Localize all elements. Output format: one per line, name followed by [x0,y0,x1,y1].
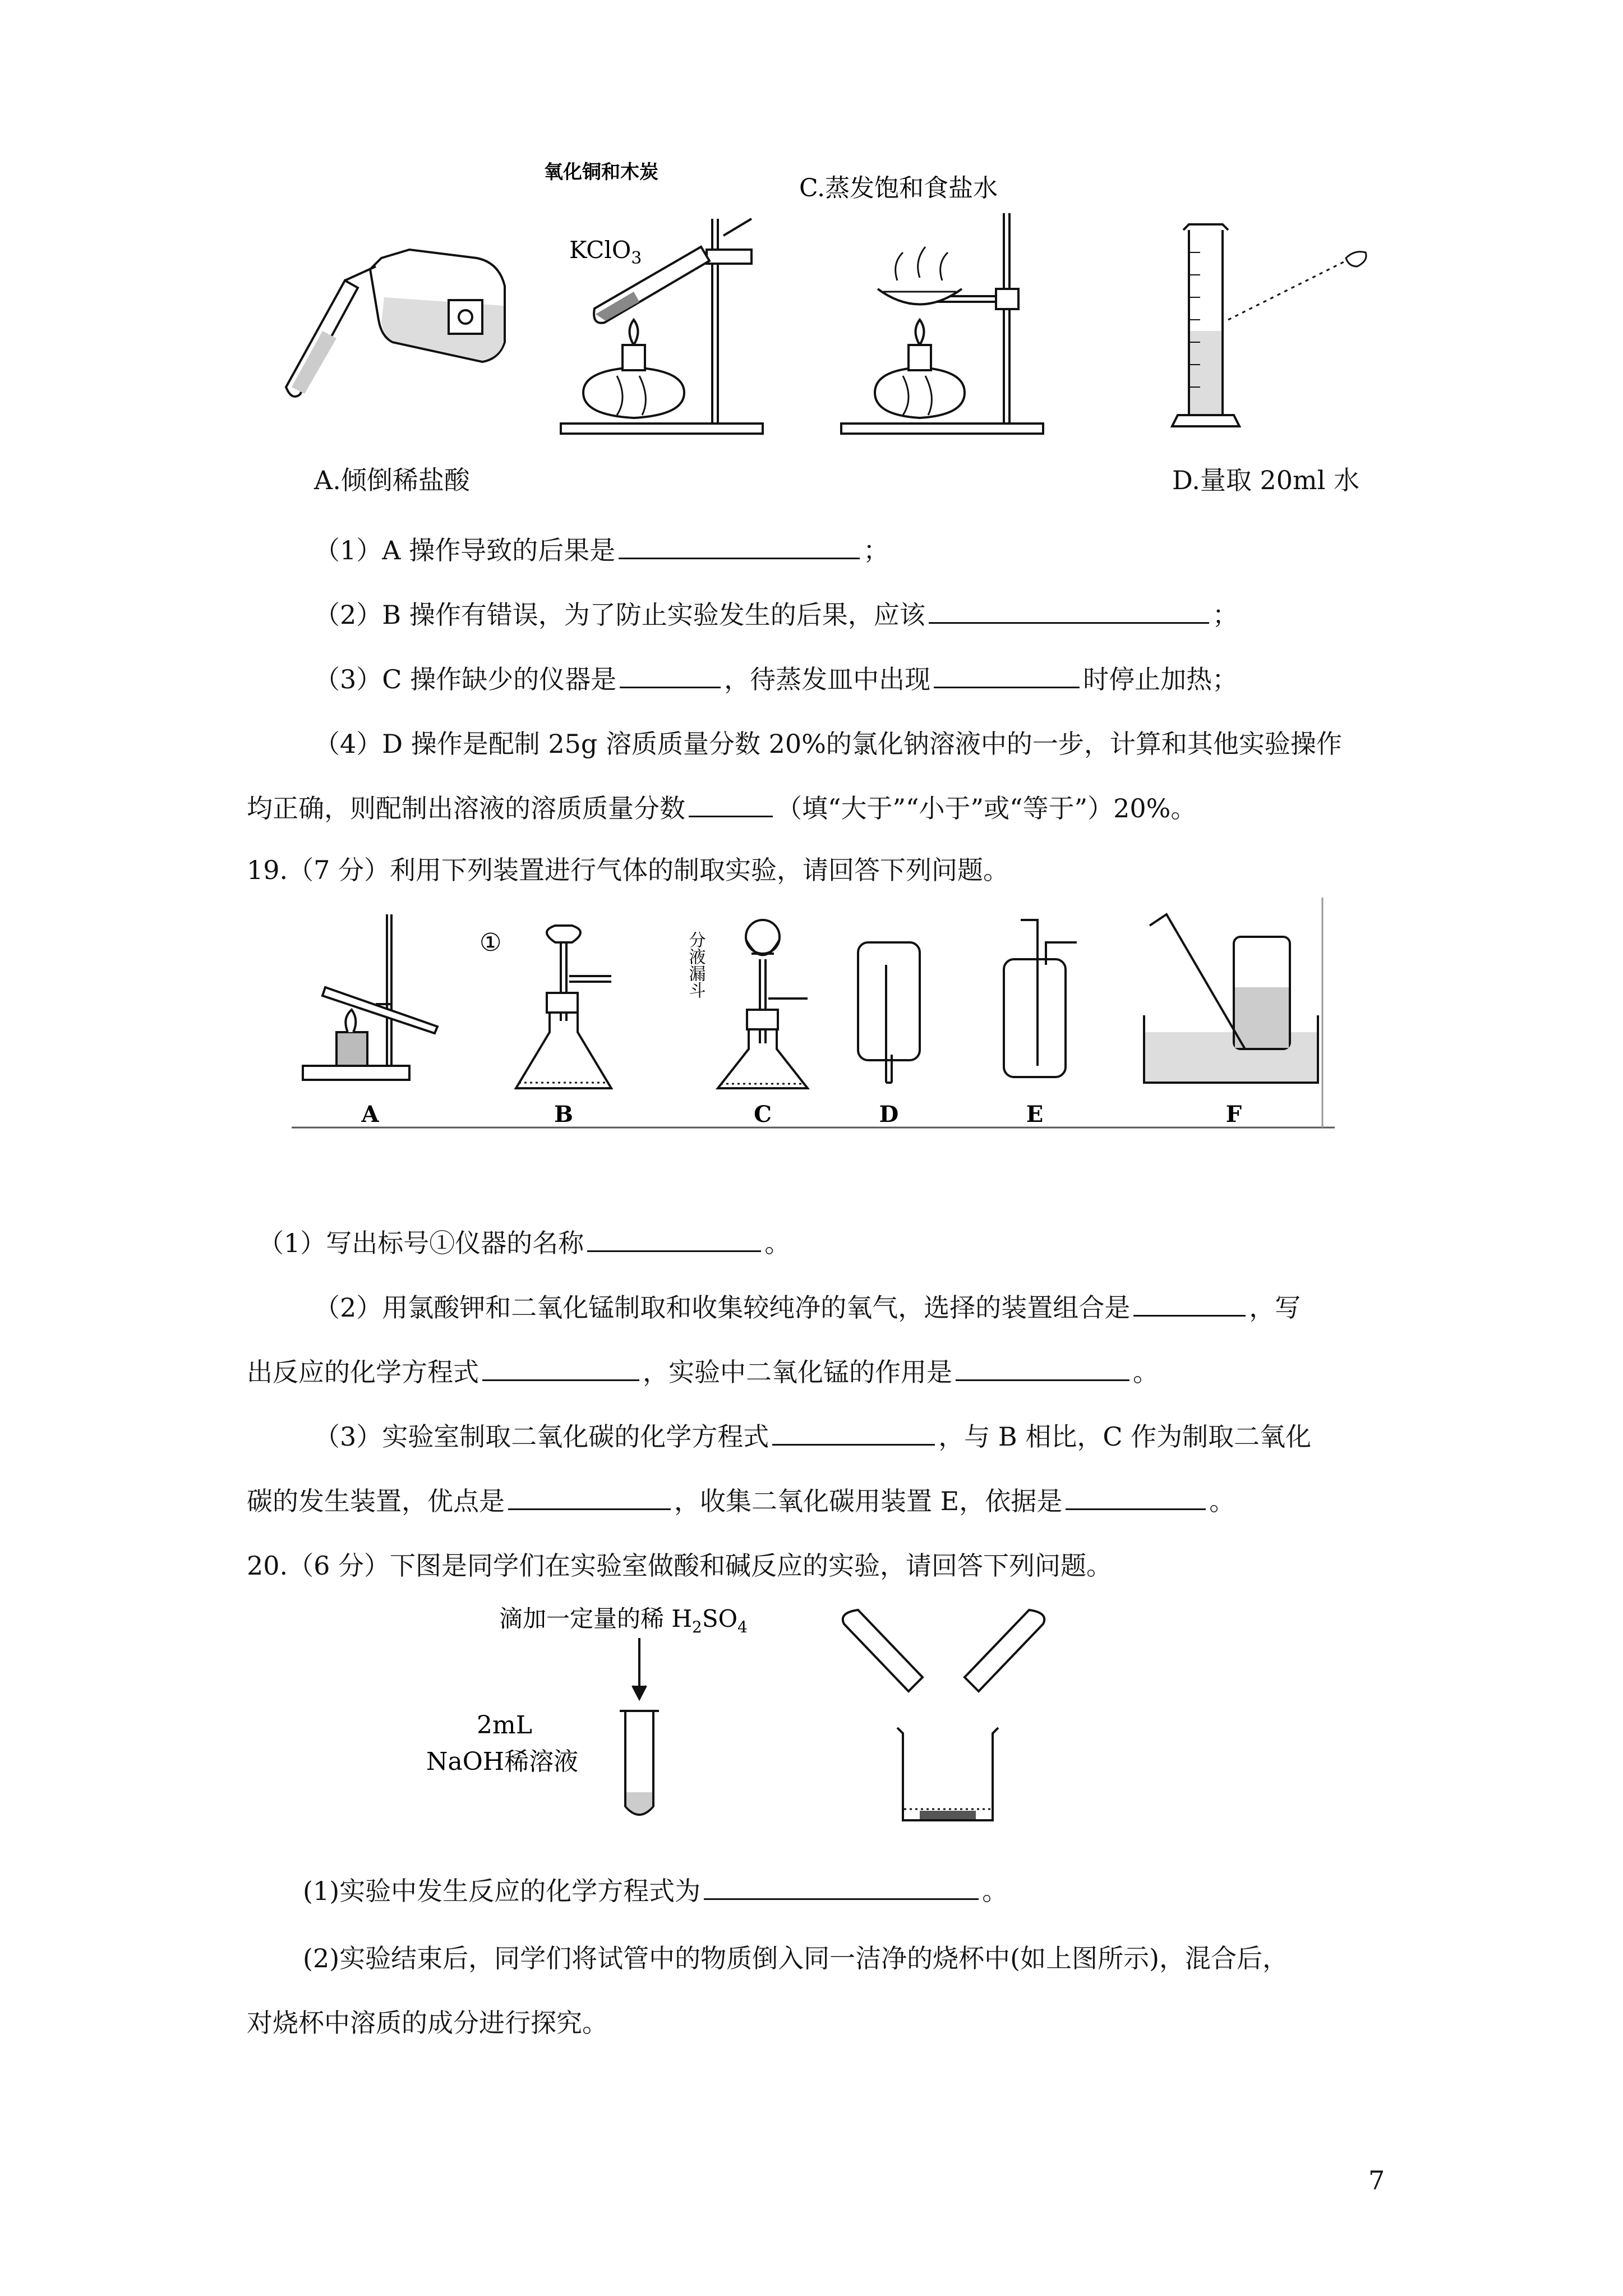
answer-blank[interactable] [689,794,773,817]
q19-p2-eq: 出反应的化学方程式 [247,1357,479,1387]
beaker-with-tubes [843,1610,1044,1820]
q19-p3-end: ，与 B 相比，C 作为制取二氧化 [938,1421,1312,1452]
q20-p1-text: (1)实验中发生反应的化学方程式为 [303,1876,701,1906]
answer-blank[interactable] [772,1423,935,1446]
q18-p4-text: 均正确，则配制出溶液的溶质质量分数 [247,793,685,823]
q18-p1-text: （1）A 操作导致的后果是 [314,535,616,565]
q19-p1-text: （1）写出标号①仪器的名称 [258,1228,584,1258]
figure-18-apparatus [269,151,1391,443]
q19-p1 [258,1223,790,1260]
label-f: F [1225,1101,1242,1128]
answer-blank[interactable] [1066,1487,1206,1510]
q19-p3-adv: 碳的发生装置，优点是 [247,1486,505,1516]
q19-p3-line2 [247,1481,1235,1518]
q19-p3-text: （3）实验室制取二氧化碳的化学方程式 [314,1421,769,1452]
q19-p2-mid: ，实验中二氧化锰的作用是 [643,1357,952,1387]
label-d: D [879,1101,899,1128]
q20-p2-line2: 对烧杯中溶质的成分进行探究。 [247,2008,608,2038]
q19-p2-end: ，写 [1249,1292,1301,1323]
circled-one-marker: ① [479,928,502,957]
q19-p2-line2 [247,1352,1159,1389]
apparatus-e-bottle-upward [1004,920,1077,1077]
q19-p3-end2: 。 [1209,1486,1235,1516]
apparatus-c-evaporation [841,213,1043,434]
q18-p2-text: （2）B 操作有错误，为了防止实验发生的后果，应该 [314,600,925,630]
figure-20-apparatus [415,1599,1077,1840]
q19-title: 19.（7 分）利用下列装置进行气体的制取实验，请回答下列问题。 [247,855,1009,885]
apparatus-c-separatory-funnel [718,920,808,1088]
q20-p2-line1: (2)实验结束后，同学们将试管中的物质倒入同一洁净的烧杯中(如上图所示)，混合后， [303,1943,1289,1973]
q20-p1-end: 。 [982,1876,1008,1906]
q18-p4-line1: （4）D 操作是配制 25g 溶质质量分数 20%的氯化钠溶液中的一步，计算和其他实验操作 [314,729,1342,759]
kclo3-label: KClO$_3$ [569,236,642,268]
caption-d: D.量取 20ml 水 [1172,465,1359,495]
label-b: B [554,1101,573,1128]
q18-p2-end: ； [1212,600,1238,630]
apparatus-d-cylinder [1172,224,1366,426]
answer-blank[interactable] [929,601,1209,624]
answer-blank[interactable] [587,1229,761,1252]
label-a: A [361,1101,379,1128]
q19-p3-line1 [314,1416,1311,1453]
drop-label: 滴加一定量的稀 $H_2SO_4$ [499,1605,748,1636]
answer-blank[interactable] [956,1358,1129,1381]
label-c: C [754,1101,772,1128]
volume-label: 2mL [477,1711,532,1740]
answer-blank[interactable] [508,1487,671,1510]
answer-blank[interactable] [934,665,1080,688]
page-number: 7 [1368,2165,1385,2196]
q18-p3-end: 时停止加热； [1083,664,1238,694]
q19-p3-mid: ，收集二氧化碳用装置 E，依据是 [674,1486,1063,1516]
answer-blank[interactable] [704,1877,979,1900]
figure-19-apparatus [292,898,1335,1144]
q18-p3-text: （3）C 操作缺少的仪器是 [314,664,617,694]
figure-label-c: C.蒸发饱和食盐水 [799,174,998,203]
q20-p1 [303,1871,1008,1908]
q18-p3 [314,659,1238,696]
apparatus-f-water-trough [1144,914,1318,1083]
q18-p4-line2 [247,788,1196,825]
test-tube-naoh [620,1638,659,1815]
q18-p1-end: ； [863,535,889,565]
q19-p2-end2: 。 [1133,1357,1159,1387]
apparatus-b-flask-funnel [516,926,611,1088]
q19-p1-end: 。 [764,1228,791,1258]
q20-title: 20.（6 分）下图是同学们在实验室做酸和碱反应的实验，请回答下列问题。 [247,1550,1113,1581]
answer-blank[interactable] [619,536,860,559]
q18-p4-end: （填“大于”“小于”或“等于”）20%。 [776,793,1197,823]
funnel-label: 分液漏斗 [685,931,706,999]
q18-p3-mid: ，待蒸发皿中出现 [724,664,931,694]
q19-p2-line1 [314,1287,1301,1324]
apparatus-a-heating [303,914,437,1080]
answer-blank[interactable] [482,1358,639,1381]
answer-blank[interactable] [620,665,721,688]
figure-label-copper-oxide-charcoal: 氧化铜和木炭 [544,161,658,183]
apparatus-a-pouring [286,250,505,397]
q18-p1 [314,530,889,567]
apparatus-d-bottle-downward [858,942,920,1083]
naoh-label: NaOH稀溶液 [426,1747,579,1776]
caption-a: A.倾倒稀盐酸 [314,465,470,495]
q18-p2 [314,595,1238,632]
answer-blank[interactable] [1133,1294,1246,1317]
q19-p2-text: （2）用氯酸钾和二氧化锰制取和收集较纯净的氧气，选择的装置组合是 [314,1292,1131,1323]
label-e: E [1026,1101,1044,1128]
